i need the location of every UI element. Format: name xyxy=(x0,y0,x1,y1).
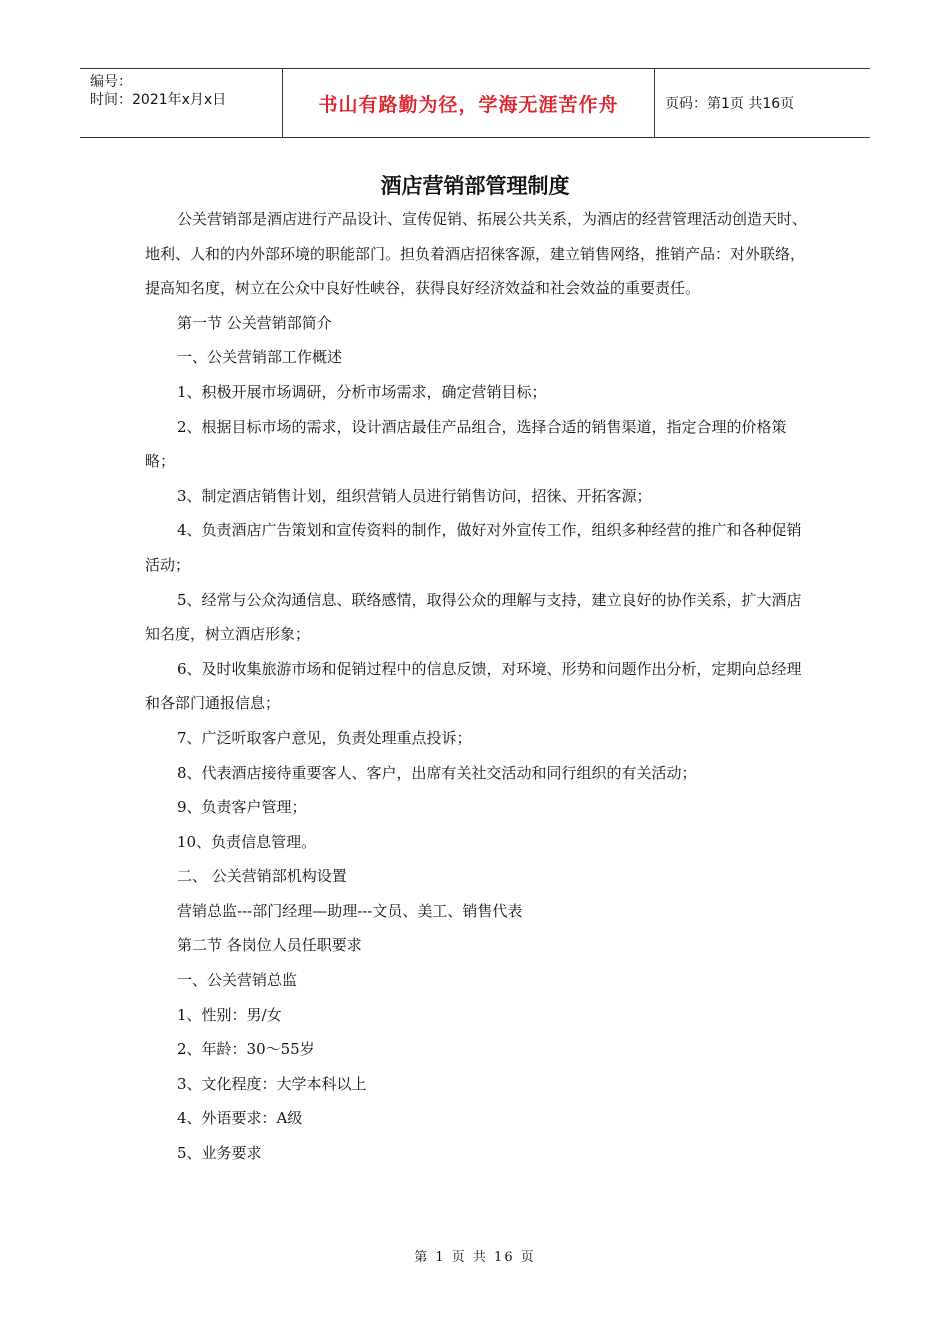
body-paragraph: 8、代表酒店接待重要客人、客户，出席有关社交活动和同行组织的有关活动； xyxy=(177,763,697,782)
body-paragraph: 一、公关营销总监 xyxy=(177,971,298,990)
header-page-info: 页码：第1页 共16页 xyxy=(665,96,795,112)
body-paragraph: 5、经常与公众沟通信息、联络感情，取得公众的理解与支持，建立良好的协作关系，扩大酒店知名度，树立酒店形象； xyxy=(145,590,802,644)
document-title: 酒店营销部管理制度 xyxy=(380,174,570,198)
body-paragraph: 7、广泛听取客户意见，负责处理重点投诉； xyxy=(177,728,472,747)
body-paragraph: 二、 公关营销部机构设置 xyxy=(177,867,347,886)
body-paragraph: 一、公关营销部工作概述 xyxy=(177,348,343,367)
body-paragraph: 2、根据目标市场的需求，设计酒店最佳产品组合，选择合适的销售渠道，指定合理的价格策略； xyxy=(145,417,787,471)
body-paragraph: 3、制定酒店销售计划，组织营销人员进行销售访问，招徕、开拓客源； xyxy=(177,486,652,505)
body-paragraph: 2、年龄：30～55岁 xyxy=(177,1040,315,1059)
body-paragraph: 9、负责客户管理； xyxy=(177,798,307,817)
body-paragraph: 3、文化程度：大学本科以上 xyxy=(177,1074,367,1093)
body-paragraph: 4、外语要求：A级 xyxy=(177,1109,303,1128)
body-paragraph: 公关营销部是酒店进行产品设计、宣传促销、拓展公共关系，为酒店的经营管理活动创造天时、地利、人和的内外部环境的职能部门。担负着酒店招徕客源，建立销售网络，推销产品：对外联络，提高知名度，树立在公众中良好性峡谷，获得良好经济效益和社会效益的重要责任。 xyxy=(145,210,808,298)
body-paragraph: 1、积极开展市场调研，分析市场需求，确定营销目标； xyxy=(177,382,547,401)
body-paragraph: 4、负责酒店广告策划和宣传资料的制作，做好对外宣传工作，组织多种经营的推广和各种促销活动； xyxy=(145,521,802,574)
body-paragraph: 营销总监---部门经理—助理---文员、美工、销售代表 xyxy=(177,901,523,920)
page-footer: 第 1 页 共 16 页 xyxy=(414,1250,536,1265)
body-paragraph: 5、业务要求 xyxy=(177,1144,262,1163)
body-paragraph: 1、性别：男/女 xyxy=(177,1005,282,1024)
document-number-label: 编号： xyxy=(90,74,132,90)
header-table xyxy=(80,68,870,138)
body-paragraph: 第二节 各岗位人员任职要求 xyxy=(177,936,362,955)
document-body xyxy=(145,202,809,1171)
body-paragraph: 6、及时收集旅游市场和促销过程中的信息反馈，对环境、形势和问题作出分析，定期向总经理和各部门通报信息； xyxy=(145,659,802,713)
document-time-label: 时间：2021年x月x日 xyxy=(90,92,227,108)
header-motto: 书山有路勤为径，学海无涯苦作舟 xyxy=(282,69,655,137)
body-paragraph: 第一节 公关营销部简介 xyxy=(177,313,332,332)
header-meta-cell xyxy=(80,69,282,137)
body-paragraph: 10、负责信息管理。 xyxy=(177,832,317,851)
